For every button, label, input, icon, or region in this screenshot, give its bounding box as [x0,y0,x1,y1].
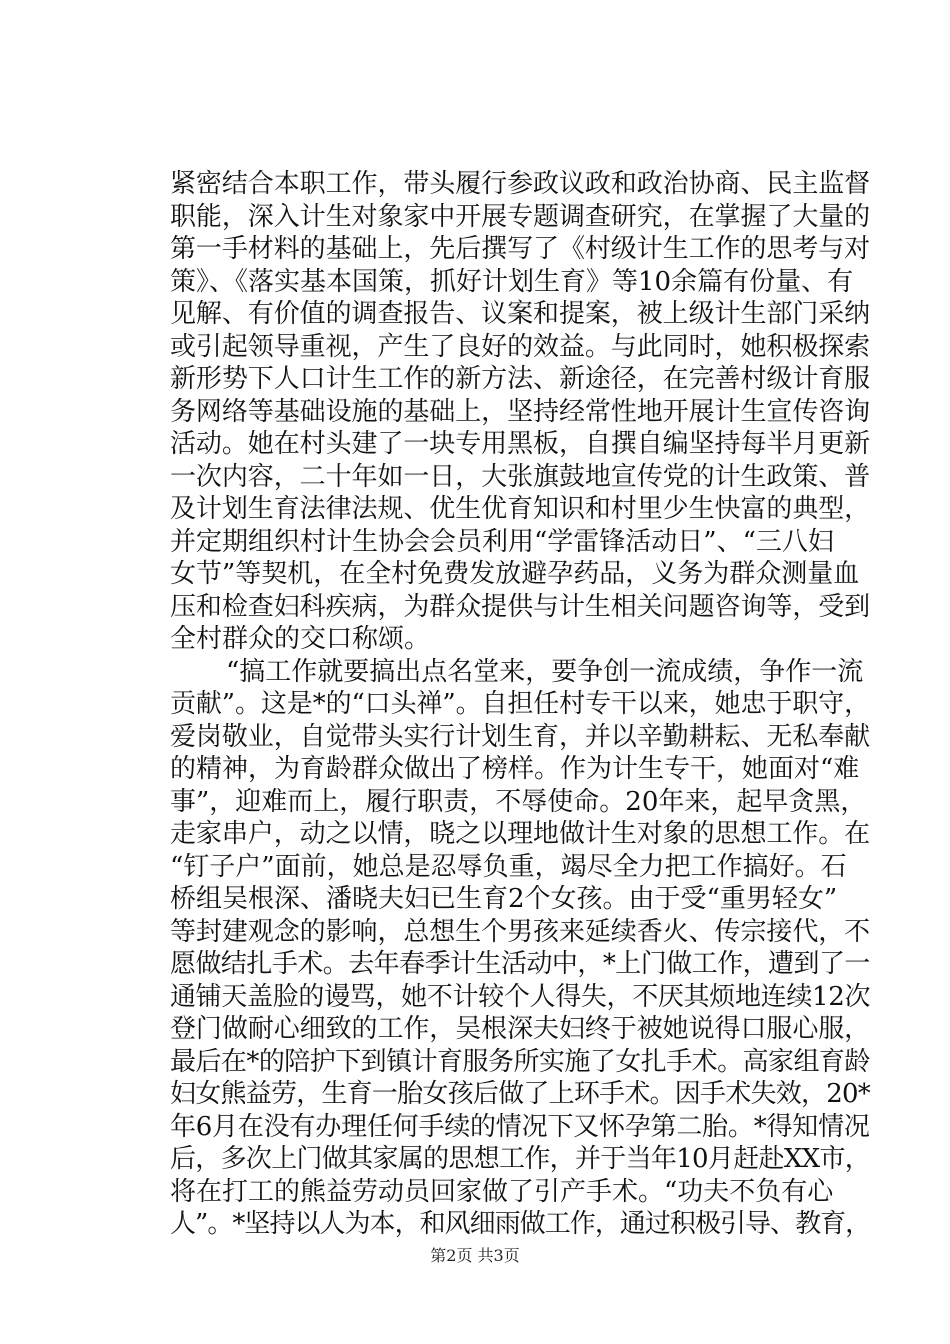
text-line: 第一手材料的基础上，先后撰写了《村级计生工作的思考与对 [170,234,871,264]
text-line: “搞工作就要搞出点名堂来，要争创一流成绩，争作一流 [226,656,864,687]
text-line: 职能，深入计生对象家中开展专题调查研究，在掌握了大量的 [170,201,871,232]
text-line: 爱岗敬业，自觉带头实行计划生育，并以辛勤耕耘、无私奉献 [170,721,871,752]
text-line: 桥组吴根深、潘晓夫妇已生育2个女孩。由于受“重男轻女” [170,884,838,914]
text-line: 及计划生育法律法规、优生优育知识和村里少生快富的典型， [170,494,871,524]
text-line: 的精神，为育龄群众做出了榜样。作为计生专干，她面对“难 [170,754,860,784]
text-line: 全村群众的交口称颂。 [170,624,431,654]
text-line: 女节”等契机，在全村免费发放避孕药品，义务为群众测量血 [170,559,860,589]
text-line: 等封建观念的影响，总想生个男孩来延续香火、传宗接代，不 [170,916,871,947]
text-line: 走家串户，动之以情，晓之以理地做计生对象的思想工作。在 [170,819,871,849]
paragraph [170,656,870,1241]
text-line: 事”，迎难而上，履行职责，不辱使命。20年来，起早贪黑， [170,786,867,817]
text-line: “钉子户”面前，她总是忍辱负重，竭尽全力把工作搞好。石 [170,851,847,882]
paragraph [170,168,870,656]
text-line: 策》、《落实基本国策，抓好计划生育》等10余篇有份量、有 [170,266,854,297]
page-footer: 第2页 共3页 [430,1246,520,1265]
text-line: 一次内容，二十年如一日，大张旗鼓地宣传党的计生政策、普 [170,461,871,492]
body-text [170,168,870,1241]
text-line: 人”。*坚持以人为本，和风细雨做工作，通过积极引导、教育， [170,1209,871,1239]
text-line: 愿做结扎手术。去年春季计生活动中，*上门做工作，遭到了一 [170,949,870,979]
text-line: 年6月在没有办理任何手续的情况下又怀孕第二胎。*得知情况 [170,1111,870,1142]
text-line: 妇女熊益劳，生育一胎女孩后做了上环手术。因手术失效，20* [170,1079,871,1109]
text-line: 后，多次上门做其家属的思想工作，并于当年10月赶赴XX市， [170,1144,871,1174]
text-line: 最后在*的陪护下到镇计育服务所实施了女扎手术。高家组育龄 [170,1046,870,1077]
text-line: 并定期组织村计生协会会员利用“学雷锋活动日”、“三八妇 [170,526,834,557]
text-line: 贡献”。这是*的“口头禅”。自担任村专干以来，她忠于职守， [170,689,870,719]
text-line: 或引起领导重视，产生了良好的效益。与此同时，她积极探索 [170,331,871,362]
text-line: 将在打工的熊益劳动员回家做了引产手术。“功夫不负有心 [170,1176,834,1207]
text-line: 新形势下人口计生工作的新方法、新途径，在完善村级计育服 [170,364,871,394]
text-line: 通铺天盖脸的谩骂，她不计较个人得失，不厌其烦地连续12次 [170,981,871,1012]
text-line: 活动。她在村头建了一块专用黑板，自撰自编坚持每半月更新 [170,429,871,459]
text-line: 压和检查妇科疾病，为群众提供与计生相关问题咨询等，受到 [170,591,871,622]
text-line: 见解、有价值的调查报告、议案和提案，被上级计生部门采纳 [170,299,871,329]
text-line: 紧密结合本职工作，带头履行参政议政和政治协商、民主监督 [170,169,871,199]
text-line: 务网络等基础设施的基础上，坚持经常性地开展计生宣传咨询 [170,396,871,427]
text-line: 登门做耐心细致的工作，吴根深夫妇终于被她说得口服心服， [170,1014,871,1044]
